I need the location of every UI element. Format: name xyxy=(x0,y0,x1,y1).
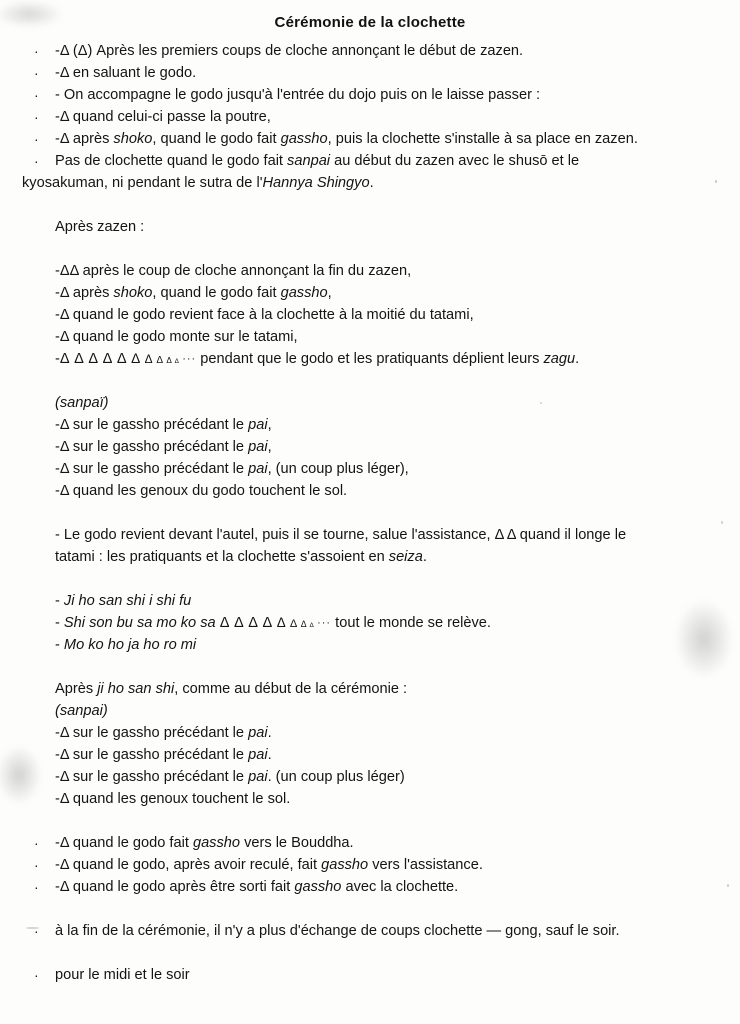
triangle-glyph: Δ xyxy=(116,351,128,367)
text-line: -Δ après shoko, quand le godo fait gassho, xyxy=(55,285,332,301)
italic-term: pai xyxy=(248,439,268,456)
list-item xyxy=(0,150,740,172)
list-item xyxy=(0,84,740,106)
list-item xyxy=(0,854,740,876)
list-item xyxy=(0,832,740,854)
list-item-text: pour le midi et le soir xyxy=(55,967,190,984)
italic-term: gassho xyxy=(192,835,241,852)
text-line: -Δ sur le gassho précédant le pai. xyxy=(55,747,272,764)
italic-term: Mo ko ho ja ho ro mi xyxy=(63,637,197,654)
triangle-glyph: Δ xyxy=(174,358,180,365)
italic-term: pai xyxy=(248,461,268,478)
triangle-glyph: Δ xyxy=(248,615,259,632)
vertical-spacer xyxy=(0,898,740,920)
italic-term: gassho xyxy=(280,285,328,301)
vertical-spacer xyxy=(0,238,740,260)
section-subheading xyxy=(0,392,740,414)
triangle-sequence xyxy=(220,615,331,631)
vertical-spacer xyxy=(0,942,740,964)
document-body xyxy=(0,40,740,986)
italic-term: pai xyxy=(248,747,268,764)
list-item-text: -Δ après shoko, quand le godo fait gassho, puis la clochette s'installe à sa place en zazen. xyxy=(55,131,638,147)
italic-term: Shi son bu sa mo ko sa xyxy=(63,615,216,632)
text-line: - Le godo revient devant l'autel, puis il se tourne, salue l'assistance, Δ Δ quand il longe le xyxy=(55,527,627,544)
bullet-marker: · xyxy=(34,857,39,874)
text-line: - Ji ho san shi i shi fu xyxy=(55,593,192,610)
text-line: tatami : les pratiquants et la clochette s'assoient en seiza. xyxy=(55,549,427,566)
triangle-glyph: Δ xyxy=(309,622,315,630)
italic-term: Ji ho san shi i shi fu xyxy=(63,593,192,610)
triangle-glyph: Δ xyxy=(166,356,173,365)
vertical-spacer xyxy=(0,370,740,392)
text-line: - Shi son bu sa mo ko sa Δ Δ Δ Δ Δ Δ Δ Δ ··· tout le monde se relève. xyxy=(0,612,740,634)
text-line: -Δ sur le gassho précédant le pai, xyxy=(55,417,272,434)
italic-term: zagu xyxy=(543,351,576,367)
italic-term: shoko xyxy=(113,285,153,301)
list-item-text: à la fin de la cérémonie, il n'y a plus d'échange de coups clochette — gong, sauf le soir. xyxy=(55,923,620,940)
list-item xyxy=(0,920,740,942)
bullet-marker: · xyxy=(34,131,39,147)
italic-term: Hannya Shingyo xyxy=(262,175,370,191)
bullet-marker: · xyxy=(34,923,39,940)
triangle-glyph: Δ xyxy=(219,615,230,632)
triangle-glyph: Δ xyxy=(289,618,298,631)
triangle-glyph: Δ xyxy=(74,351,85,367)
text-line: -Δ quand le godo revient face à la clochette à la moitié du tatami, xyxy=(55,307,474,323)
list-item-text: -Δ en saluant le godo. xyxy=(55,65,197,81)
vertical-spacer xyxy=(0,502,740,524)
text-line: -Δ sur le gassho précédant le pai, (un coup plus léger), xyxy=(55,461,409,478)
vertical-spacer xyxy=(0,568,740,590)
list-item xyxy=(0,40,740,62)
bullet-marker: · xyxy=(34,153,39,169)
italic-term: gassho xyxy=(280,131,328,147)
italic-term: shoko xyxy=(113,131,153,147)
vertical-spacer xyxy=(0,194,740,216)
triangle-glyph: Δ xyxy=(88,351,99,367)
italic-term: sanpai xyxy=(287,153,331,169)
list-item xyxy=(0,876,740,898)
vertical-spacer xyxy=(0,656,740,678)
list-item-text: -Δ quand le godo, après avoir reculé, fait gassho vers l'assistance. xyxy=(55,857,483,874)
text-line: -Δ quand les genoux du godo touchent le sol. xyxy=(55,483,348,500)
triangle-sequence xyxy=(60,351,196,367)
bullet-marker: · xyxy=(34,967,39,984)
italic-term: (sanpaï) xyxy=(55,395,109,412)
list-item-text: -Δ quand celui-ci passe la poutre, xyxy=(55,109,271,125)
text-line: -Δ sur le gassho précédant le pai, xyxy=(55,439,272,456)
triangle-glyph: Δ xyxy=(59,351,71,367)
list-item xyxy=(0,128,740,150)
section-heading: Après ji ho san shi, comme au début de la cérémonie : xyxy=(55,681,408,698)
italic-term: pai xyxy=(248,769,268,786)
list-item-text: -Δ (Δ) Après les premiers coups de cloche annonçant le début de zazen. xyxy=(55,43,524,59)
text-line: -Δ quand les genoux touchent le sol. xyxy=(55,791,291,808)
ellipsis-glyph: ··· xyxy=(182,353,197,366)
list-item-text: Pas de clochette quand le godo fait sanpai au début du zazen avec le shusō et le xyxy=(55,153,580,169)
text-line: - Mo ko ho ja ho ro mi xyxy=(55,637,197,654)
triangle-glyph: Δ xyxy=(233,615,245,632)
text-line: -Δ quand le godo monte sur le tatami, xyxy=(55,329,298,345)
italic-term: (sanpai) xyxy=(55,703,108,720)
list-item xyxy=(0,62,740,84)
text-line: -ΔΔ après le coup de cloche annonçant la fin du zazen, xyxy=(55,263,412,279)
bullet-marker: · xyxy=(34,65,39,81)
triangle-glyph: Δ xyxy=(300,619,308,630)
bullet-marker: · xyxy=(34,87,39,103)
list-item-text: -Δ quand le godo fait gassho vers le Bouddha. xyxy=(55,835,354,852)
ellipsis-glyph: ··· xyxy=(317,617,332,630)
triangle-glyph: Δ xyxy=(262,615,273,632)
text-line: -Δ sur le gassho précédant le pai. xyxy=(55,725,272,742)
list-item-text: -Δ quand le godo après être sorti fait gassho avec la clochette. xyxy=(55,879,459,896)
page-title: Cérémonie de la clochette xyxy=(274,14,466,32)
bullet-marker: · xyxy=(34,43,39,59)
triangle-glyph: Δ xyxy=(156,355,164,366)
italic-term: gassho xyxy=(321,857,369,874)
triangle-glyph: Δ xyxy=(276,615,287,631)
italic-term: seiza xyxy=(388,549,423,566)
list-item-continuation: kyosakuman, ni pendant le sutra de l'Hannya Shingyo. xyxy=(22,175,374,191)
triangle-glyph: Δ xyxy=(144,352,154,366)
list-item-text: - On accompagne le godo jusqu'à l'entrée du dojo puis on le laisse passer : xyxy=(55,87,541,103)
section-subheading xyxy=(0,700,740,722)
list-item xyxy=(0,106,740,128)
list-item xyxy=(0,964,740,986)
text-line: -Δ Δ Δ Δ Δ Δ Δ Δ Δ Δ ··· pendant que le godo et les pratiquants déplient leurs zagu. xyxy=(0,348,740,370)
text-line: -Δ sur le gassho précédant le pai. (un coup plus léger) xyxy=(55,769,405,786)
vertical-spacer xyxy=(0,810,740,832)
bullet-marker: · xyxy=(34,879,39,896)
italic-term: pai xyxy=(248,725,268,742)
italic-term: gassho xyxy=(294,879,342,896)
italic-term: pai xyxy=(248,417,268,434)
bullet-marker: · xyxy=(34,835,39,852)
italic-term: ji ho san shi xyxy=(97,681,175,698)
triangle-glyph: Δ xyxy=(102,351,113,367)
section-heading: Après zazen : xyxy=(55,219,145,235)
bullet-marker: · xyxy=(34,109,39,125)
triangle-glyph: Δ xyxy=(131,351,141,366)
